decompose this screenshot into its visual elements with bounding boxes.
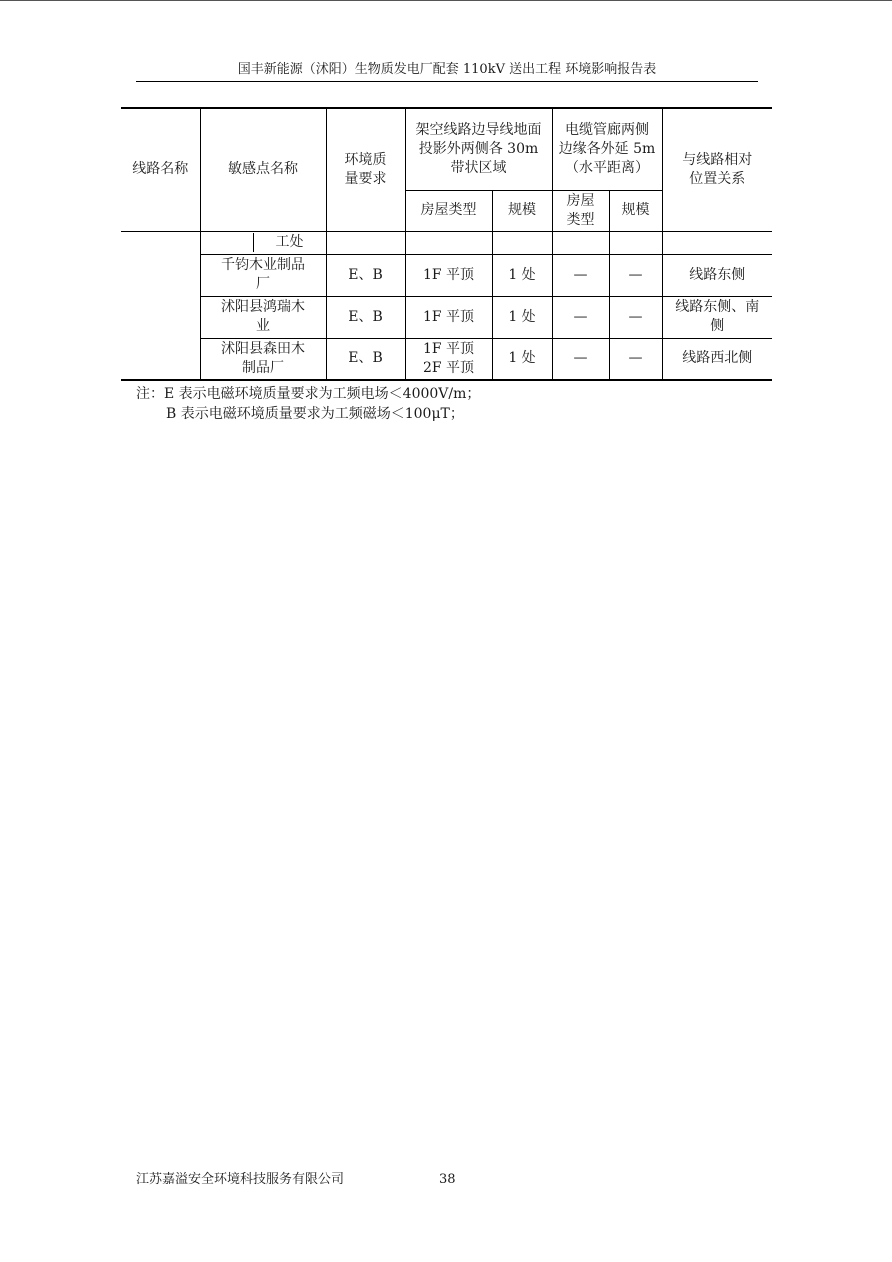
- note-line-2: B 表示电磁环境质量要求为工频磁场＜100μT；: [166, 406, 464, 422]
- header-cable-group: 电缆管廊两侧边缘各外延 5m（水平距离）: [552, 108, 662, 190]
- empty-cell: [405, 231, 492, 254]
- row-scale: 1 处: [492, 296, 552, 338]
- page-header: 国丰新能源（沭阳）生物质发电厂配套 110kV 送出工程 环境影响报告表: [136, 62, 758, 82]
- row-cable-house-type: —: [552, 296, 609, 338]
- sensitive-points-table: [121, 107, 772, 381]
- line-name-cell: [121, 254, 200, 296]
- header-relation: 与线路相对位置关系: [662, 108, 772, 231]
- continuation-cell: [200, 231, 326, 254]
- header-overhead-group: 架空线路边导线地面投影外两侧各 30m 带状区域: [405, 108, 552, 190]
- table-header-row-1: [121, 108, 772, 190]
- row-relation: 线路西北侧: [662, 338, 772, 380]
- header-cable-scale: 规模: [609, 190, 662, 231]
- row-cable-house-type: —: [552, 338, 609, 380]
- table-notes: [136, 384, 480, 424]
- row-cable-scale: —: [609, 254, 662, 296]
- row-quality: E、B: [326, 296, 405, 338]
- row-sensitive-point: 沭阳县森田木制品厂: [200, 338, 326, 380]
- table-continuation-row: [121, 231, 772, 254]
- row-cable-house-type: —: [552, 254, 609, 296]
- row-relation: 线路东侧、南侧: [662, 296, 772, 338]
- empty-cell: [492, 231, 552, 254]
- row-cable-scale: —: [609, 296, 662, 338]
- header-cable-house-type: 房屋类型: [552, 190, 609, 231]
- continuation-left: [201, 233, 254, 252]
- empty-cell: [609, 231, 662, 254]
- row-cable-scale: —: [609, 338, 662, 380]
- table-row: [121, 338, 772, 380]
- row-house-type: 1F 平顶 2F 平顶: [405, 338, 492, 380]
- line-name-cell: [121, 296, 200, 338]
- continuation-text: 工处: [275, 234, 304, 250]
- empty-cell: [326, 231, 405, 254]
- row-house-type: 1F 平顶: [405, 254, 492, 296]
- line-name-cell: [121, 231, 200, 254]
- row-scale: 1 处: [492, 338, 552, 380]
- table-row: [121, 296, 772, 338]
- page-number: 38: [439, 1172, 456, 1187]
- row-sensitive-point: 沭阳县鸿瑞木业: [200, 296, 326, 338]
- row-quality: E、B: [326, 254, 405, 296]
- note-line-1: 注：E 表示电磁环境质量要求为工频电场＜4000V/m；: [136, 386, 481, 402]
- row-quality: E、B: [326, 338, 405, 380]
- header-overhead-scale: 规模: [492, 190, 552, 231]
- empty-cell: [552, 231, 609, 254]
- footer-company: 江苏嘉溢安全环境科技服务有限公司: [136, 1172, 345, 1187]
- row-sensitive-point: 千钧木业制品厂: [200, 254, 326, 296]
- table-row: [121, 254, 772, 296]
- empty-cell: [662, 231, 772, 254]
- header-sensitive-point: 敏感点名称: [200, 108, 326, 231]
- row-relation: 线路东侧: [662, 254, 772, 296]
- header-env-quality: 环境质量要求: [326, 108, 405, 231]
- line-name-cell: [121, 338, 200, 380]
- page-top-rule: [0, 0, 892, 1]
- row-scale: 1 处: [492, 254, 552, 296]
- row-house-type: 1F 平顶: [405, 296, 492, 338]
- header-line-name: 线路名称: [121, 108, 200, 231]
- header-overhead-house-type: 房屋类型: [405, 190, 492, 231]
